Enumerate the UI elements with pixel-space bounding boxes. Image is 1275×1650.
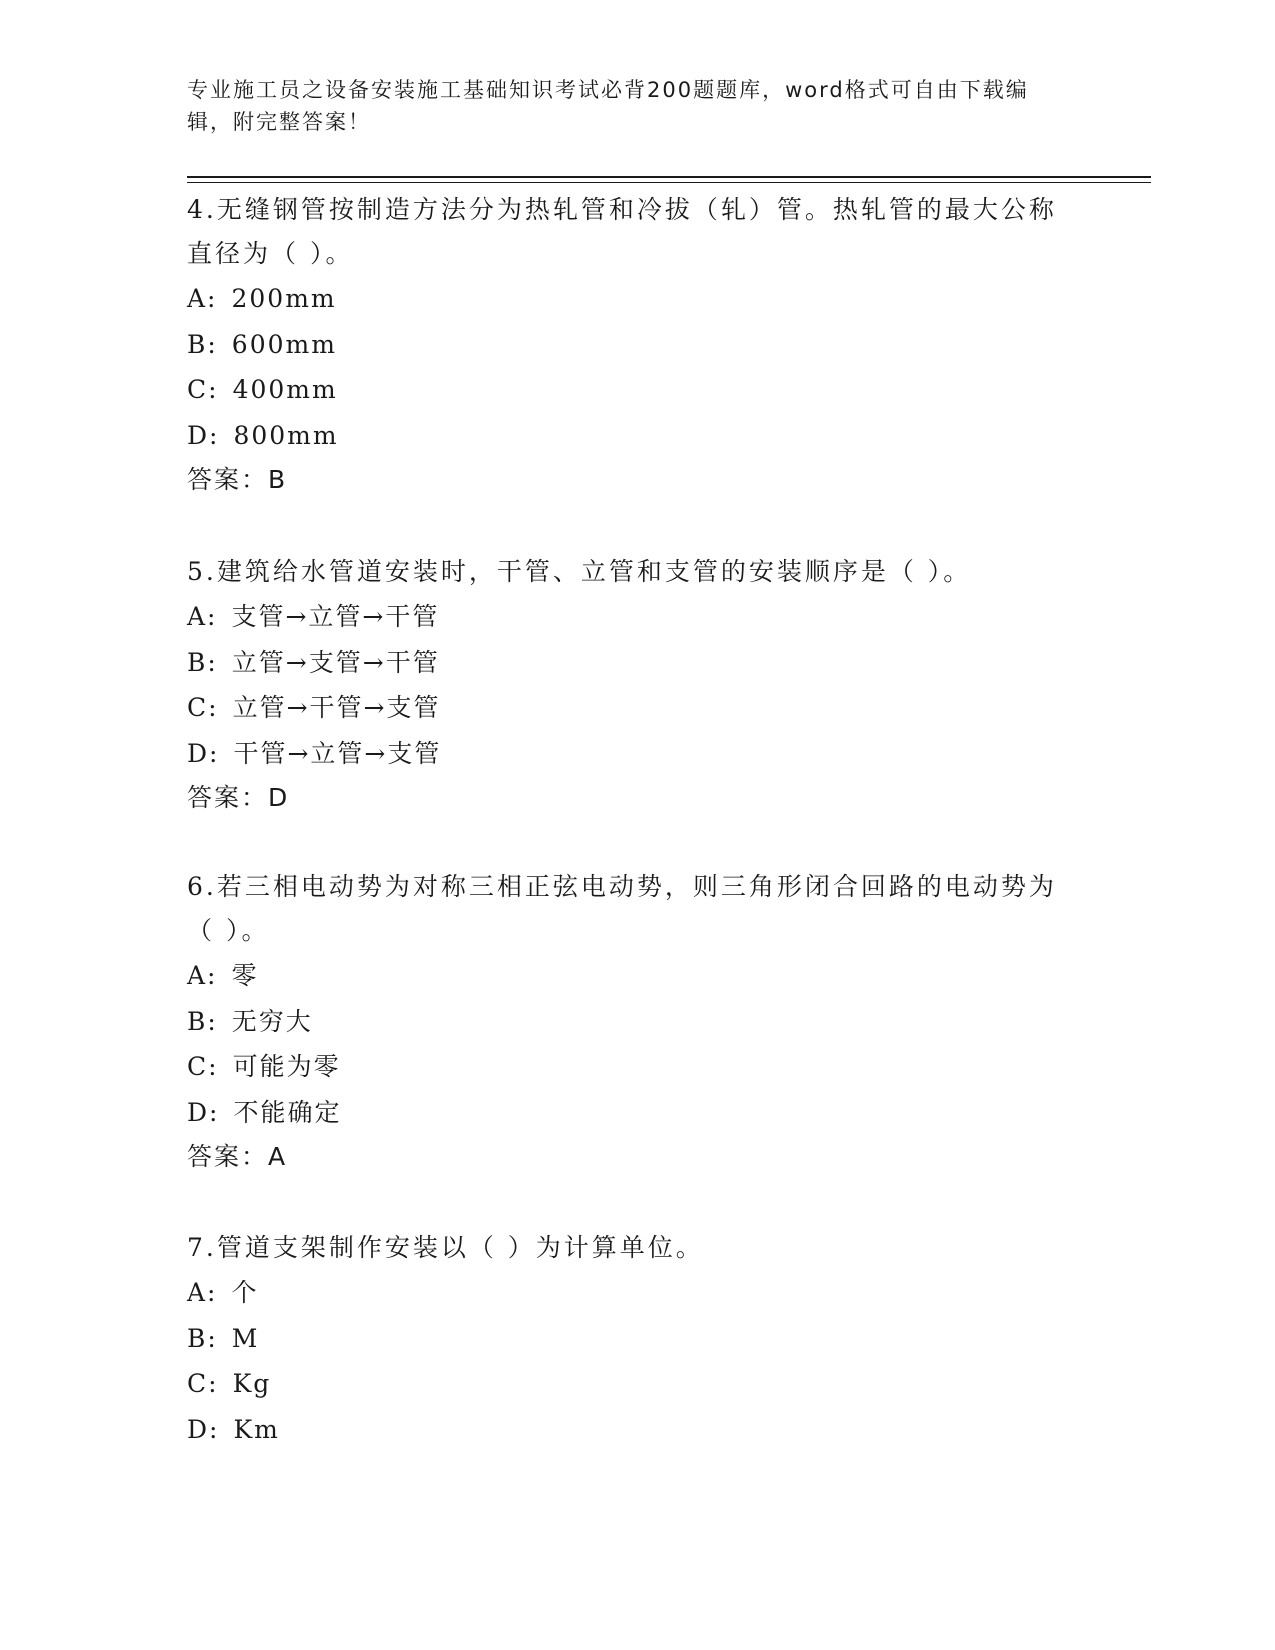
option-b bbox=[187, 640, 1087, 686]
option-label: C: bbox=[187, 1052, 219, 1081]
option-label: C: bbox=[187, 693, 219, 722]
option-label: B: bbox=[187, 647, 218, 677]
answer-line: 答案：B bbox=[187, 465, 288, 494]
option-c bbox=[187, 1361, 1087, 1407]
option-label: D: bbox=[187, 420, 220, 450]
option-text: 立管→支管→干管 bbox=[231, 647, 440, 677]
answer-line: 答案：D bbox=[187, 783, 290, 812]
question-5 bbox=[187, 550, 1087, 820]
option-text: Km bbox=[233, 1414, 280, 1444]
option-d bbox=[187, 1090, 1087, 1136]
question-stem: 5.建筑给水管道安装时，干管、立管和支管的安装顺序是（ ）。 bbox=[187, 557, 972, 586]
option-label: A: bbox=[187, 961, 218, 990]
option-text: 200mm bbox=[231, 284, 337, 313]
option-text: 400mm bbox=[232, 375, 338, 404]
answer-line: 答案：A bbox=[187, 1142, 288, 1171]
header-divider-thick bbox=[187, 176, 1151, 178]
option-d bbox=[187, 1407, 1087, 1453]
option-label: D: bbox=[187, 1097, 220, 1127]
option-a bbox=[187, 594, 1087, 640]
option-text: 零 bbox=[231, 961, 259, 990]
option-label: D: bbox=[187, 738, 220, 768]
option-label: B: bbox=[187, 1006, 218, 1036]
option-b bbox=[187, 322, 1087, 368]
option-text: 立管→干管→支管 bbox=[232, 693, 441, 722]
option-d bbox=[187, 731, 1087, 777]
option-text: 支管→立管→干管 bbox=[231, 602, 440, 631]
question-7 bbox=[187, 1226, 1087, 1452]
option-text: 可能为零 bbox=[232, 1052, 341, 1081]
option-label: D: bbox=[187, 1414, 220, 1444]
question-6 bbox=[187, 865, 1087, 1179]
option-c bbox=[187, 367, 1087, 413]
option-text: M bbox=[231, 1323, 260, 1353]
option-text: 不能确定 bbox=[233, 1097, 342, 1127]
option-label: C: bbox=[187, 1369, 219, 1398]
option-b bbox=[187, 1316, 1087, 1362]
option-text: 无穷大 bbox=[231, 1006, 313, 1036]
option-a bbox=[187, 953, 1087, 999]
option-a bbox=[187, 1270, 1087, 1316]
option-d bbox=[187, 413, 1087, 459]
option-label: B: bbox=[187, 1323, 218, 1353]
option-text: Kg bbox=[232, 1369, 272, 1398]
question-stem: 4.无缝钢管按制造方法分为热轧管和冷拔（轧）管。热轧管的最大公称直径为（ ）。 bbox=[187, 195, 1057, 268]
option-c bbox=[187, 1044, 1087, 1090]
header-divider-thin bbox=[187, 182, 1151, 183]
option-text: 干管→立管→支管 bbox=[233, 738, 442, 768]
document-header: 专业施工员之设备安装施工基础知识考试必背200题题库，word格式可自由下载编辑，附完整答案！ bbox=[187, 78, 1029, 134]
option-label: C: bbox=[187, 375, 219, 404]
option-text: 800mm bbox=[233, 420, 339, 450]
option-a bbox=[187, 276, 1087, 322]
option-label: A: bbox=[187, 1278, 218, 1307]
option-label: B: bbox=[187, 329, 218, 359]
option-label: A: bbox=[187, 284, 218, 313]
question-4 bbox=[187, 188, 1087, 502]
option-label: A: bbox=[187, 602, 218, 631]
option-text: 600mm bbox=[231, 329, 337, 359]
option-b bbox=[187, 999, 1087, 1045]
question-stem: 7.管道支架制作安装以（ ）为计算单位。 bbox=[187, 1233, 704, 1262]
question-stem: 6.若三相电动势为对称三相正弦电动势，则三角形闭合回路的电动势为（ ）。 bbox=[187, 872, 1057, 945]
option-c bbox=[187, 685, 1087, 731]
option-text: 个 bbox=[231, 1278, 259, 1307]
